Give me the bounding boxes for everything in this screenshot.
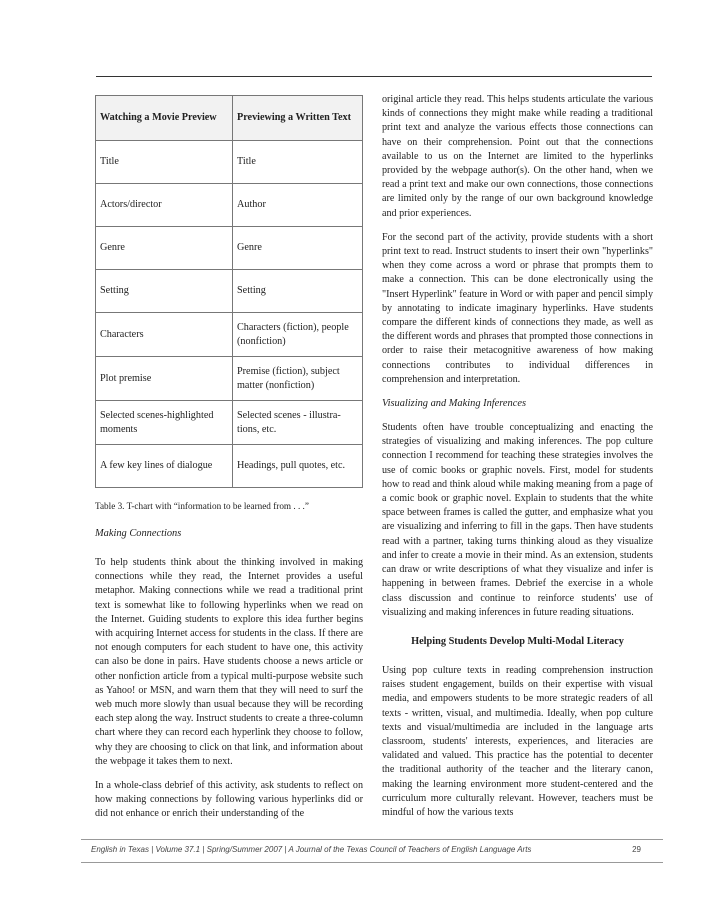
footer-journal-info: English in Texas | Volume 37.1 | Spring/Summer 2007 | A Journal of the Texas Council of Teachers of English Language Arts bbox=[91, 845, 532, 854]
table-cell: Characters bbox=[96, 313, 233, 357]
table-cell: Selected scenes-highlighted moments bbox=[96, 401, 233, 445]
table-cell: Genre bbox=[233, 227, 363, 270]
table-cell: Author bbox=[233, 184, 363, 227]
table-cell: Title bbox=[96, 141, 233, 184]
table-header-cell: Previewing a Written Text bbox=[233, 96, 363, 141]
table-row bbox=[96, 227, 363, 270]
page-number: 29 bbox=[632, 845, 641, 854]
table-row bbox=[96, 270, 363, 313]
table-cell: A few key lines of dialogue bbox=[96, 445, 233, 488]
top-rule bbox=[96, 76, 652, 77]
paragraph: Students often have trouble conceptualizing and enacting the strategies of visualizing and making inferences. The pop culture connection I recommend for teaching these strategies involves the use of comic books or graphic novels. First, model for students how to read and think aloud while making meaning from a page of a comic book or graphic novel. Explain to students that the white space between frames is called the gutter, and emphasize what you are visualizing and inferring to fill in the gaps. Then have students read with a partner, taking turns thinking aloud as they visualize and infer to create a movie in their mind. As an extension, students can draw or write descriptions of what they visualize and infer is happening in between frames. Debrief the exercise in a whole class discussion and continue to reinforce students' use of visualizing and making inferences in future reading situations. bbox=[382, 422, 653, 618]
table-cell: Setting bbox=[233, 270, 363, 313]
section-heading-making-connections: Making Connections bbox=[95, 528, 182, 539]
table-cell: Plot premise bbox=[96, 357, 233, 401]
page-footer bbox=[81, 839, 663, 863]
section-heading-visualizing: Visualizing and Making Inferences bbox=[382, 398, 526, 410]
table-cell: Actors/director bbox=[96, 184, 233, 227]
table-cell: Characters (fiction), people (nonfiction) bbox=[233, 313, 363, 357]
paragraph: In a whole-class debrief of this activity, ask students to reflect on how making connections by following various hyperlinks did or did not enhance or enrich their understanding of the bbox=[95, 780, 363, 820]
paragraph: Using pop culture texts in reading comprehension instruction raises student engagement, builds on their expertise with visual media, and empowers students to be more strategic readers of all texts - written, visual, and multimedia. Ideally, when pop culture texts and visual/multimedia are included in the language arts classroom, students' interests, experiences, and literacies are validated and valued. This practice has the potential to decenter the traditional authority of the teacher and the literary canon, making the learning environment more student-centered and the curriculum more culturally relevant. However, teachers must be mindful of how the various texts bbox=[382, 664, 653, 818]
table-cell: Setting bbox=[96, 270, 233, 313]
table-header-cell: Watching a Movie Preview bbox=[96, 96, 233, 141]
table-caption: Table 3. T-chart with “information to be learned from . . .” bbox=[95, 501, 309, 511]
table-cell: Selected scenes - illustra-tions, etc. bbox=[233, 401, 363, 445]
table-cell: Headings, pull quotes, etc. bbox=[233, 445, 363, 488]
table-row bbox=[96, 357, 363, 401]
table-row bbox=[96, 184, 363, 227]
right-column bbox=[382, 93, 653, 820]
table-row bbox=[96, 141, 363, 184]
table-cell: Premise (fiction), subject matter (nonfiction) bbox=[233, 357, 363, 401]
table-cell: Title bbox=[233, 141, 363, 184]
section-heading-multimodal: Helping Students Develop Multi-Modal Literacy bbox=[411, 635, 624, 647]
paragraph: original article they read. This helps students articulate the various kinds of connections they might make while reading a traditional print text and analyze the various effects those connections can have on their comprehension. Point out that the connections available to us on the Internet are limited to the hyperlinks provided by the webpage author(s). On the other hand, when we read a print text and make our own connections, those connections are limited only by the range of our own background knowledge and prior experiences. bbox=[382, 94, 653, 219]
table-row bbox=[96, 445, 363, 488]
left-column bbox=[95, 95, 363, 822]
t-chart-table bbox=[95, 95, 363, 488]
paragraph: For the second part of the activity, provide students with a short print text to read. Instruct students to insert their own "hyperlinks" when they come across a word or phrase that prompts them to make a connection. This can be done electronically using the "Insert Hyperlink" feature in Word or with paper and pencil simply by annotating to indicate imaginary hyperlinks. Have students compare the different kinds of connections they made, as well as the different words and phrases that prompted those connections in order to raise their metacognitive awareness of how making connections contributes to individual differences in comprehension and interpretation. bbox=[382, 231, 653, 385]
table-cell: Genre bbox=[96, 227, 233, 270]
table-header-row bbox=[96, 96, 363, 141]
table-row bbox=[96, 313, 363, 357]
table-row bbox=[96, 401, 363, 445]
paragraph: To help students think about the thinking involved in making connections while they read, the Internet provides a useful metaphor. Making connections while we read a traditional print text is somewhat like to following hyperlinks when we read on the Internet. Guiding students to explore this idea further begins with acquiring Internet access for students in the class. If there are not enough computers for each student to have one, this activity can also be done in pairs. Have students choose a news article or other nonfiction article from a typical multi-purpose website such as Yahoo! or MSN, and warn them that they will need to surf the web much more slowly than usual because they will be recording each step along the way. Instruct students to create a three-column chart where they can record each hyperlink they choose to follow, why they are choosing to click on that link, and information about the webpage it takes them to next. bbox=[95, 557, 363, 767]
